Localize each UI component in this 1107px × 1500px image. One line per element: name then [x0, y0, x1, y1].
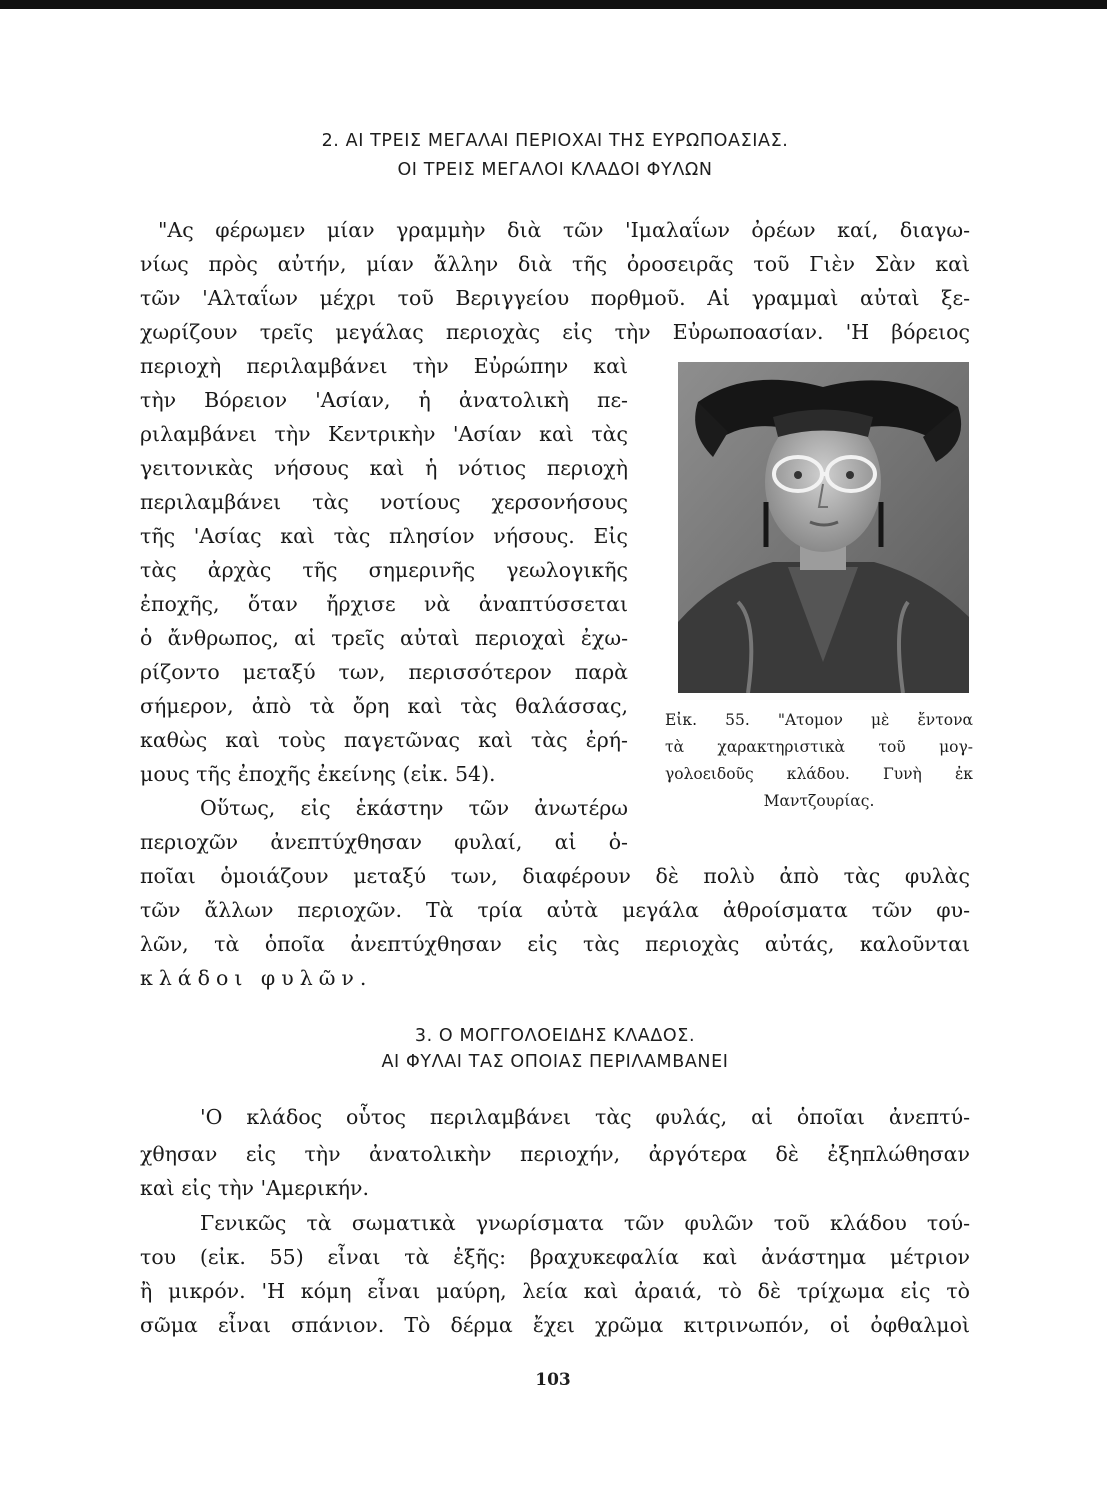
paragraph-line: τῶν 'Αλταΐων μέχρι τοῦ Βεριγγείου πορθμοῦ. Αἱ γραμμαὶ αὐταὶ ξε- — [140, 286, 970, 310]
section-2-heading-line-1: 2. ΑΙ ΤΡΕΙΣ ΜΕΓΑΛΑΙ ΠΕΡΙΟΧΑΙ ΤΗΣ ΕΥΡΩΠΟΑΣΙΑΣ. — [321, 131, 789, 151]
paragraph-line: ρίζοντο μεταξύ των, περισσότερον παρὰ — [140, 660, 628, 684]
paragraph-line: ὁ ἄνθρωπος, αἱ τρεῖς αὐταὶ περιοχαὶ ἐχω- — [140, 626, 628, 650]
paragraph-line: τὴν Βόρειον 'Ασίαν, ἡ ἀνατολικὴ πε- — [140, 388, 628, 412]
paragraph-line: λῶν, τὰ ὁποῖα ἀνεπτύχθησαν εἰς τὰς περιοχὰς αὐτάς, καλοῦνται — [140, 932, 970, 956]
paragraph-line: τὰς ἀρχὰς τῆς σημερινῆς γεωλογικῆς — [140, 558, 628, 582]
paragraph-line: τῶν ἄλλων περιοχῶν. Τὰ τρία αὐτὰ μεγάλα ἀθροίσματα τῶν φυ- — [140, 898, 970, 922]
paragraph-line-emphasis: κλάδοι φυλῶν. — [140, 966, 373, 990]
paragraph-line: νίως πρὸς αὐτήν, μίαν ἄλλην διὰ τῆς ὀροσειρᾶς τοῦ Γιὲν Σὰν καὶ — [140, 252, 970, 276]
paragraph-line: καὶ εἰς τὴν 'Αμερικήν. — [140, 1176, 370, 1200]
paragraph-line: Οὕτως, εἰς ἑκάστην τῶν ἀνωτέρω — [200, 796, 628, 820]
paragraph-line: χωρίζουν τρεῖς μεγάλας περιοχὰς εἰς τὴν Εὐρωποασίαν. 'Η βόρειος — [140, 320, 970, 344]
paragraph-line: μους τῆς ἐποχῆς ἐκείνης (εἰκ. 54). — [140, 762, 496, 786]
paragraph-line: χθησαν εἰς τὴν ἀνατολικὴν περιοχήν, ἀργότερα δὲ ἐξηπλώθησαν — [140, 1142, 970, 1166]
paragraph-line: σῶμα εἶναι σπάνιον. Τὸ δέρμα ἔχει χρῶμα κιτρινωπόν, οἱ ὀφθαλμοὶ — [140, 1313, 970, 1337]
scan-top-edge — [0, 0, 1107, 9]
paragraph-line: ποῖαι ὁμοιάζουν μεταξύ των, διαφέρουν δὲ πολὺ ἀπὸ τὰς φυλὰς — [140, 864, 970, 888]
paragraph-line: γειτονικὰς νήσους καὶ ἡ νότιος περιοχὴ — [140, 456, 628, 480]
section-3-heading-line-2: ΑΙ ΦΥΛΑΙ ΤΑΣ ΟΠΟΙΑΣ ΠΕΡΙΛΑΜΒΑΝΕΙ — [381, 1052, 729, 1072]
paragraph-line: καθὼς καὶ τοὺς παγετῶνας καὶ τὰς ἐρή- — [140, 728, 628, 752]
paragraph-line: "Ας φέρωμεν μίαν γραμμὴν διὰ τῶν 'Ιμαλαΐων ὀρέων καί, διαγω- — [158, 218, 970, 242]
paragraph-line: τῆς 'Ασίας καὶ τὰς πλησίον νήσους. Εἰς — [140, 524, 628, 548]
figure-55-photo — [678, 362, 969, 693]
paragraph-line: Γενικῶς τὰ σωματικὰ γνωρίσματα τῶν φυλῶν τοῦ κλάδου τού- — [200, 1211, 970, 1235]
figure-caption-line: τὰ χαρακτηριστικὰ τοῦ μογ- — [665, 738, 973, 756]
paragraph-line: περιοχὴ περιλαμβάνει τὴν Εὐρώπην καὶ — [140, 354, 628, 378]
paragraph-line: του (εἰκ. 55) εἶναι τὰ ἑξῆς: βραχυκεφαλία καὶ ἀνάστημα μέτριον — [140, 1245, 970, 1269]
paragraph-line: 'Ο κλάδος οὗτος περιλαμβάνει τὰς φυλάς, αἱ ὁποῖαι ἀνεπτύ- — [200, 1105, 970, 1129]
paragraph-line: ριλαμβάνει τὴν Κεντρικὴν 'Ασίαν καὶ τὰς — [140, 422, 628, 446]
paragraph-line: ἐποχῆς, ὅταν ἤρχισε νὰ ἀναπτύσσεται — [140, 592, 628, 616]
section-3-heading-line-1: 3. Ο ΜΟΓΓΟΛΟΕΙΔΗΣ ΚΛΑΔΟΣ. — [414, 1026, 696, 1046]
paragraph-line: περιοχῶν ἀνεπτύχθησαν φυλαί, αἱ ὁ- — [140, 830, 628, 854]
figure-caption-line: Εἰκ. 55. "Ατομον μὲ ἔντονα — [665, 711, 973, 729]
page-number: 103 — [535, 1370, 571, 1390]
figure-caption-line: Μαντζουρίας. — [763, 792, 875, 810]
paragraph-line: περιλαμβάνει τὰς νοτίους χερσονήσους — [140, 490, 628, 514]
figure-caption-line: γολοειδοῦς κλάδου. Γυνὴ ἐκ — [665, 765, 973, 783]
section-2-heading-line-2: ΟΙ ΤΡΕΙΣ ΜΕΓΑΛΟΙ ΚΛΑΔΟΙ ΦΥΛΩΝ — [397, 160, 713, 180]
paragraph-line: ἢ μικρόν. 'Η κόμη εἶναι μαύρη, λεία καὶ ἀραιά, τὸ δὲ τρίχωμα εἰς τὸ — [140, 1279, 970, 1303]
paragraph-line: σήμερον, ἀπὸ τὰ ὄρη καὶ τὰς θαλάσσας, — [140, 694, 628, 718]
